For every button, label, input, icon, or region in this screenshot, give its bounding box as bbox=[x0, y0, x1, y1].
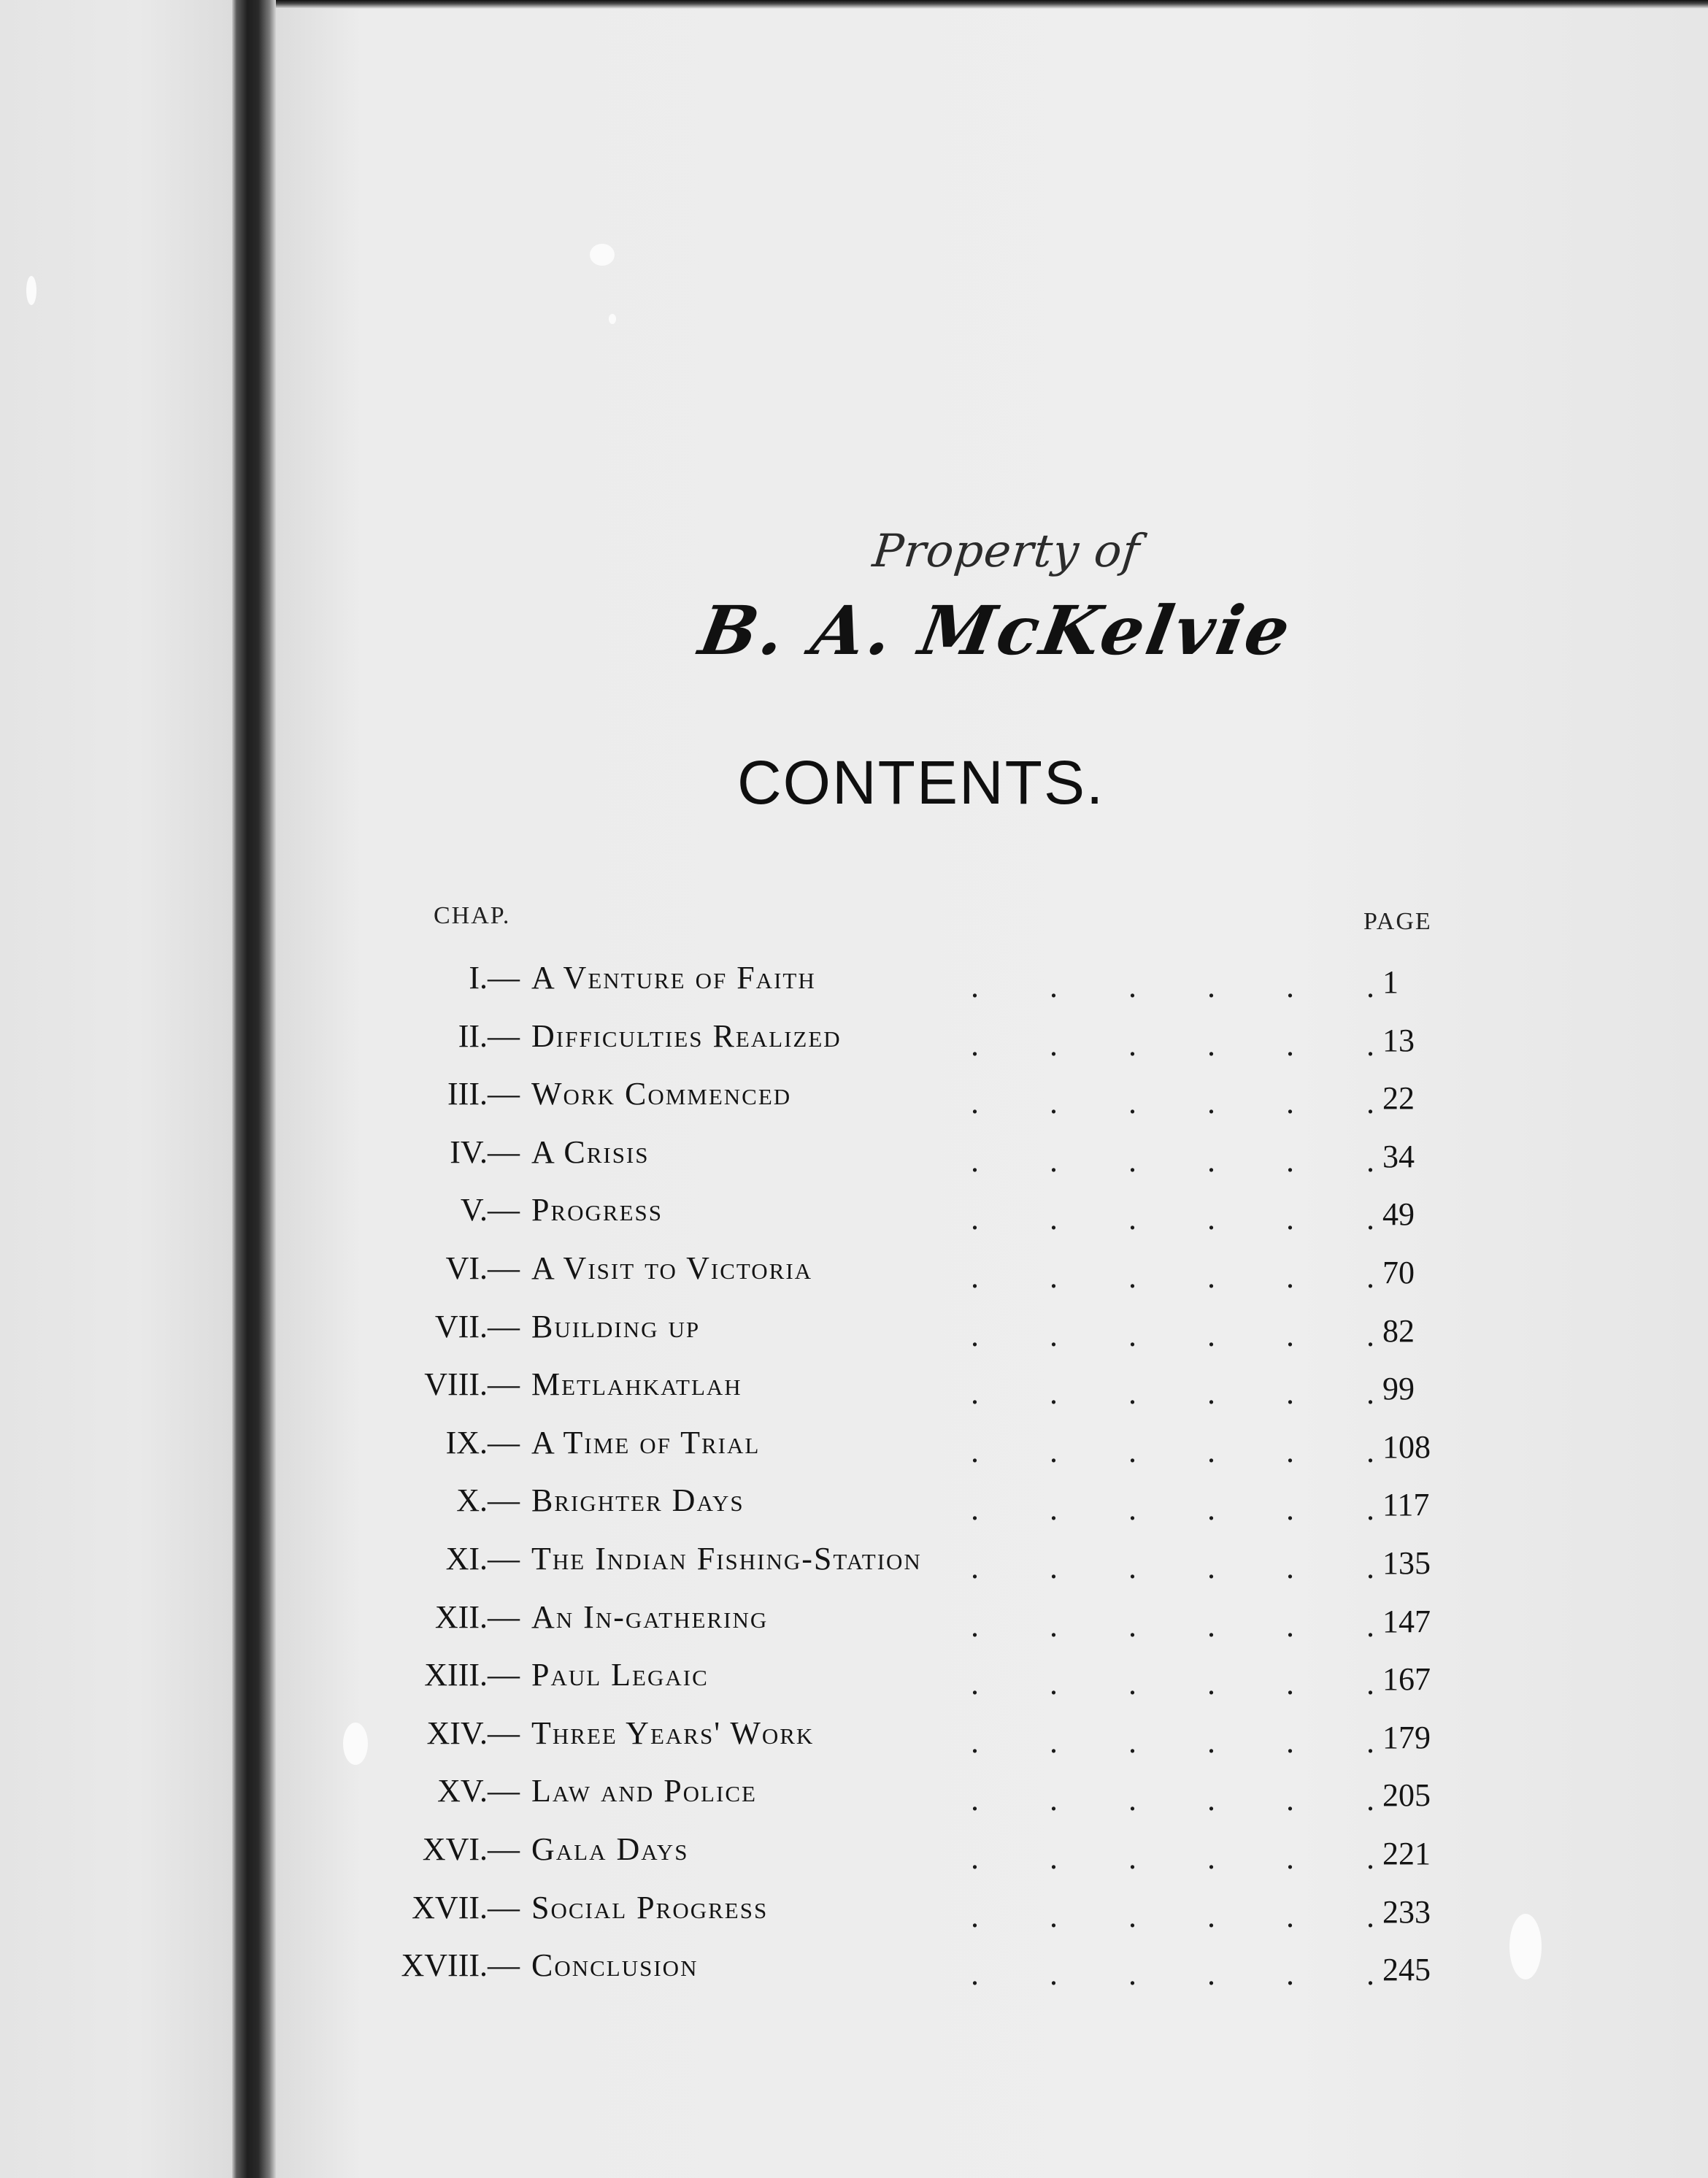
dot-leader: . bbox=[1366, 969, 1374, 1004]
dot-leader: . bbox=[1286, 1434, 1294, 1469]
table-row bbox=[0, 958, 1708, 1010]
dot-leader: . bbox=[971, 1724, 979, 1760]
chapter-numeral: V.— bbox=[460, 1192, 520, 1228]
chapter-page-number: 117 bbox=[1382, 1487, 1430, 1523]
chapter-numeral: XVIII.— bbox=[401, 1947, 520, 1983]
chapter-title: Gala Days bbox=[531, 1831, 689, 1867]
dot-leader: . bbox=[1286, 1724, 1294, 1760]
dot-leader: . bbox=[1286, 1840, 1294, 1876]
dot-leader: . bbox=[1050, 1724, 1058, 1760]
dot-leader: . bbox=[1128, 1143, 1136, 1179]
dot-leader: . bbox=[971, 1898, 979, 1934]
dot-leader: . bbox=[1128, 1956, 1136, 1992]
dot-leader: . bbox=[1128, 1550, 1136, 1585]
dot-leader: . bbox=[1050, 1956, 1058, 1992]
page-title: CONTENTS. bbox=[737, 748, 1105, 817]
dot-leader: . bbox=[1286, 1898, 1294, 1934]
dot-leader: . bbox=[1286, 1085, 1294, 1120]
table-row bbox=[0, 1423, 1708, 1475]
chapter-page-number: 135 bbox=[1382, 1545, 1431, 1581]
dot-leader: . bbox=[1050, 1434, 1058, 1469]
dot-leader: . bbox=[1207, 1434, 1215, 1469]
dot-leader: . bbox=[1366, 1375, 1374, 1411]
dot-leader: . bbox=[1366, 1434, 1374, 1469]
chapter-numeral: XI.— bbox=[445, 1541, 520, 1577]
dot-leader: . bbox=[1366, 1550, 1374, 1585]
table-row bbox=[0, 1307, 1708, 1359]
dot-leader: . bbox=[1207, 1898, 1215, 1934]
chapter-page-number: 70 bbox=[1382, 1255, 1415, 1290]
dot-leader: . bbox=[971, 1317, 979, 1353]
dot-leader: . bbox=[1128, 1259, 1136, 1295]
chapter-title: A Visit to Victoria bbox=[531, 1250, 813, 1286]
dot-leader: . bbox=[1050, 1491, 1058, 1527]
chapter-title: Conclusion bbox=[531, 1947, 699, 1983]
dot-leader: . bbox=[1286, 1143, 1294, 1179]
chapter-numeral: II.— bbox=[458, 1018, 520, 1054]
dot-leader: . bbox=[1050, 969, 1058, 1004]
chapter-page-number: 82 bbox=[1382, 1313, 1415, 1349]
chapter-title: Metlahkatlah bbox=[531, 1366, 742, 1402]
dot-leader: . bbox=[971, 1375, 979, 1411]
table-row bbox=[0, 1945, 1708, 1998]
table-row bbox=[0, 1132, 1708, 1185]
chapter-title: Paul Legaic bbox=[531, 1657, 709, 1693]
chapter-page-number: 13 bbox=[1382, 1023, 1415, 1058]
dot-leader: . bbox=[1286, 1201, 1294, 1236]
dot-leader: . bbox=[1207, 1956, 1215, 1992]
dot-leader: . bbox=[1128, 1782, 1136, 1817]
dot-leader: . bbox=[1286, 1608, 1294, 1644]
dot-leader: . bbox=[971, 1840, 979, 1876]
chapter-title: Progress bbox=[531, 1192, 663, 1228]
dot-leader: . bbox=[1286, 1259, 1294, 1295]
table-row bbox=[0, 1364, 1708, 1417]
dot-leader: . bbox=[1050, 1317, 1058, 1353]
table-row bbox=[0, 1480, 1708, 1533]
dot-leader: . bbox=[971, 1085, 979, 1120]
table-row bbox=[0, 1248, 1708, 1301]
dot-leader: . bbox=[971, 1491, 979, 1527]
dot-leader: . bbox=[1128, 969, 1136, 1004]
dot-leader: . bbox=[1050, 1550, 1058, 1585]
table-row bbox=[0, 1829, 1708, 1882]
dot-leader: . bbox=[1050, 1259, 1058, 1295]
dot-leader: . bbox=[1050, 1782, 1058, 1817]
dot-leader: . bbox=[1128, 1898, 1136, 1934]
chapter-numeral: XII.— bbox=[434, 1599, 520, 1635]
chapter-title: Difficulties Realized bbox=[531, 1018, 842, 1054]
chapter-page-number: 1 bbox=[1382, 964, 1399, 1000]
dot-leader: . bbox=[1286, 1375, 1294, 1411]
chapter-numeral: X.— bbox=[456, 1482, 520, 1518]
dot-leader: . bbox=[971, 1666, 979, 1701]
dot-leader: . bbox=[1207, 1317, 1215, 1353]
chapter-title: Three Years' Work bbox=[531, 1715, 815, 1751]
page-top-edge bbox=[276, 0, 1708, 9]
chapter-page-number: 22 bbox=[1382, 1080, 1415, 1116]
chapter-numeral: VII.— bbox=[434, 1309, 520, 1344]
dot-leader: . bbox=[1128, 1085, 1136, 1120]
dot-leader: . bbox=[971, 1201, 979, 1236]
dot-leader: . bbox=[1286, 1027, 1294, 1063]
dot-leader: . bbox=[1128, 1491, 1136, 1527]
chapter-numeral: XVI.— bbox=[422, 1831, 520, 1867]
chapter-numeral: XV.— bbox=[437, 1773, 520, 1809]
chapter-numeral: III.— bbox=[447, 1076, 520, 1112]
table-row bbox=[0, 1713, 1708, 1766]
dot-leader: . bbox=[1207, 1550, 1215, 1585]
dot-leader: . bbox=[1207, 1840, 1215, 1876]
chapter-numeral: XIV.— bbox=[426, 1715, 520, 1751]
chapter-column-header: CHAP. bbox=[434, 902, 511, 929]
chapter-title: A Time of Trial bbox=[531, 1425, 761, 1461]
dot-leader: . bbox=[1207, 1259, 1215, 1295]
chapter-title: Brighter Days bbox=[531, 1482, 745, 1518]
chapter-page-number: 179 bbox=[1382, 1720, 1431, 1755]
dot-leader: . bbox=[971, 1143, 979, 1179]
table-row bbox=[0, 1539, 1708, 1591]
dot-leader: . bbox=[1128, 1027, 1136, 1063]
dot-leader: . bbox=[971, 1550, 979, 1585]
ownership-stamp bbox=[686, 524, 1314, 685]
chapter-numeral: I.— bbox=[469, 960, 520, 996]
dot-leader: . bbox=[1286, 1666, 1294, 1701]
dot-leader: . bbox=[1050, 1027, 1058, 1063]
chapter-title: The Indian Fishing-Station bbox=[531, 1541, 922, 1577]
dot-leader: . bbox=[1207, 1027, 1215, 1063]
chapter-page-number: 205 bbox=[1382, 1777, 1431, 1813]
dot-leader: . bbox=[1050, 1608, 1058, 1644]
chapter-numeral: XIII.— bbox=[424, 1657, 520, 1693]
table-row bbox=[0, 1074, 1708, 1126]
dot-leader: . bbox=[1366, 1666, 1374, 1701]
dot-leader: . bbox=[1366, 1085, 1374, 1120]
scan-speck bbox=[26, 276, 36, 305]
dot-leader: . bbox=[1128, 1317, 1136, 1353]
dot-leader: . bbox=[1366, 1608, 1374, 1644]
chapter-page-number: 147 bbox=[1382, 1604, 1431, 1639]
chapter-title: Building up bbox=[531, 1309, 701, 1344]
dot-leader: . bbox=[1286, 1782, 1294, 1817]
chapter-title: Social Progress bbox=[531, 1890, 769, 1925]
scan-speck bbox=[590, 244, 615, 266]
chapter-numeral: VIII.— bbox=[424, 1366, 520, 1402]
dot-leader: . bbox=[1128, 1375, 1136, 1411]
chapter-title: A Venture of Faith bbox=[531, 960, 816, 996]
dot-leader: . bbox=[1050, 1143, 1058, 1179]
page-column-header: PAGE bbox=[1363, 908, 1432, 935]
dot-leader: . bbox=[1207, 1608, 1215, 1644]
chapter-page-number: 221 bbox=[1382, 1836, 1431, 1871]
chapter-page-number: 233 bbox=[1382, 1894, 1431, 1930]
dot-leader: . bbox=[971, 1259, 979, 1295]
dot-leader: . bbox=[1286, 969, 1294, 1004]
chapter-page-number: 49 bbox=[1382, 1196, 1415, 1232]
dot-leader: . bbox=[1050, 1201, 1058, 1236]
dot-leader: . bbox=[1128, 1666, 1136, 1701]
dot-leader: . bbox=[1207, 1143, 1215, 1179]
chapter-numeral: IX.— bbox=[445, 1425, 520, 1461]
dot-leader: . bbox=[1207, 1491, 1215, 1527]
dot-leader: . bbox=[971, 1782, 979, 1817]
dot-leader: . bbox=[1366, 1201, 1374, 1236]
chapter-title: Law and Police bbox=[531, 1773, 757, 1809]
dot-leader: . bbox=[1366, 1259, 1374, 1295]
chapter-page-number: 167 bbox=[1382, 1661, 1431, 1697]
dot-leader: . bbox=[1128, 1201, 1136, 1236]
dot-leader: . bbox=[1366, 1782, 1374, 1817]
dot-leader: . bbox=[1366, 1898, 1374, 1934]
dot-leader: . bbox=[1050, 1898, 1058, 1934]
chapter-title: Work Commenced bbox=[531, 1076, 792, 1112]
chapter-page-number: 99 bbox=[1382, 1371, 1415, 1407]
chapter-page-number: 108 bbox=[1382, 1429, 1431, 1465]
table-row bbox=[0, 1016, 1708, 1069]
dot-leader: . bbox=[1207, 1201, 1215, 1236]
dot-leader: . bbox=[1366, 1724, 1374, 1760]
chapter-numeral: VI.— bbox=[445, 1250, 520, 1286]
dot-leader: . bbox=[1128, 1840, 1136, 1876]
dot-leader: . bbox=[971, 1956, 979, 1992]
dot-leader: . bbox=[1207, 969, 1215, 1004]
dot-leader: . bbox=[971, 969, 979, 1004]
dot-leader: . bbox=[1207, 1782, 1215, 1817]
dot-leader: . bbox=[1207, 1085, 1215, 1120]
table-row bbox=[0, 1655, 1708, 1707]
dot-leader: . bbox=[1286, 1550, 1294, 1585]
dot-leader: . bbox=[1128, 1608, 1136, 1644]
dot-leader: . bbox=[1050, 1666, 1058, 1701]
dot-leader: . bbox=[1207, 1724, 1215, 1760]
dot-leader: . bbox=[1050, 1375, 1058, 1411]
dot-leader: . bbox=[1286, 1491, 1294, 1527]
chapter-numeral: XVII.— bbox=[412, 1890, 520, 1925]
dot-leader: . bbox=[1366, 1840, 1374, 1876]
table-row bbox=[0, 1888, 1708, 1940]
table-row bbox=[0, 1597, 1708, 1650]
dot-leader: . bbox=[1286, 1956, 1294, 1992]
chapter-page-number: 245 bbox=[1382, 1952, 1431, 1987]
dot-leader: . bbox=[1050, 1085, 1058, 1120]
dot-leader: . bbox=[1286, 1317, 1294, 1353]
dot-leader: . bbox=[1366, 1956, 1374, 1992]
dot-leader: . bbox=[1128, 1434, 1136, 1469]
stamp-property-of: Property of bbox=[870, 524, 1143, 577]
dot-leader: . bbox=[1366, 1491, 1374, 1527]
table-row bbox=[0, 1771, 1708, 1823]
chapter-title: A Crisis bbox=[531, 1134, 650, 1170]
chapter-numeral: IV.— bbox=[450, 1134, 520, 1170]
dot-leader: . bbox=[971, 1027, 979, 1063]
chapter-page-number: 34 bbox=[1382, 1139, 1415, 1174]
dot-leader: . bbox=[1366, 1143, 1374, 1179]
dot-leader: . bbox=[971, 1434, 979, 1469]
dot-leader: . bbox=[1366, 1317, 1374, 1353]
chapter-title: An In-gathering bbox=[531, 1599, 769, 1635]
dot-leader: . bbox=[1050, 1840, 1058, 1876]
stamp-owner-name: B. A. McKelvie bbox=[693, 591, 1299, 670]
table-row bbox=[0, 1190, 1708, 1242]
dot-leader: . bbox=[1128, 1724, 1136, 1760]
dot-leader: . bbox=[1366, 1027, 1374, 1063]
dot-leader: . bbox=[1207, 1375, 1215, 1411]
scan-speck bbox=[609, 314, 616, 324]
dot-leader: . bbox=[1207, 1666, 1215, 1701]
dot-leader: . bbox=[971, 1608, 979, 1644]
